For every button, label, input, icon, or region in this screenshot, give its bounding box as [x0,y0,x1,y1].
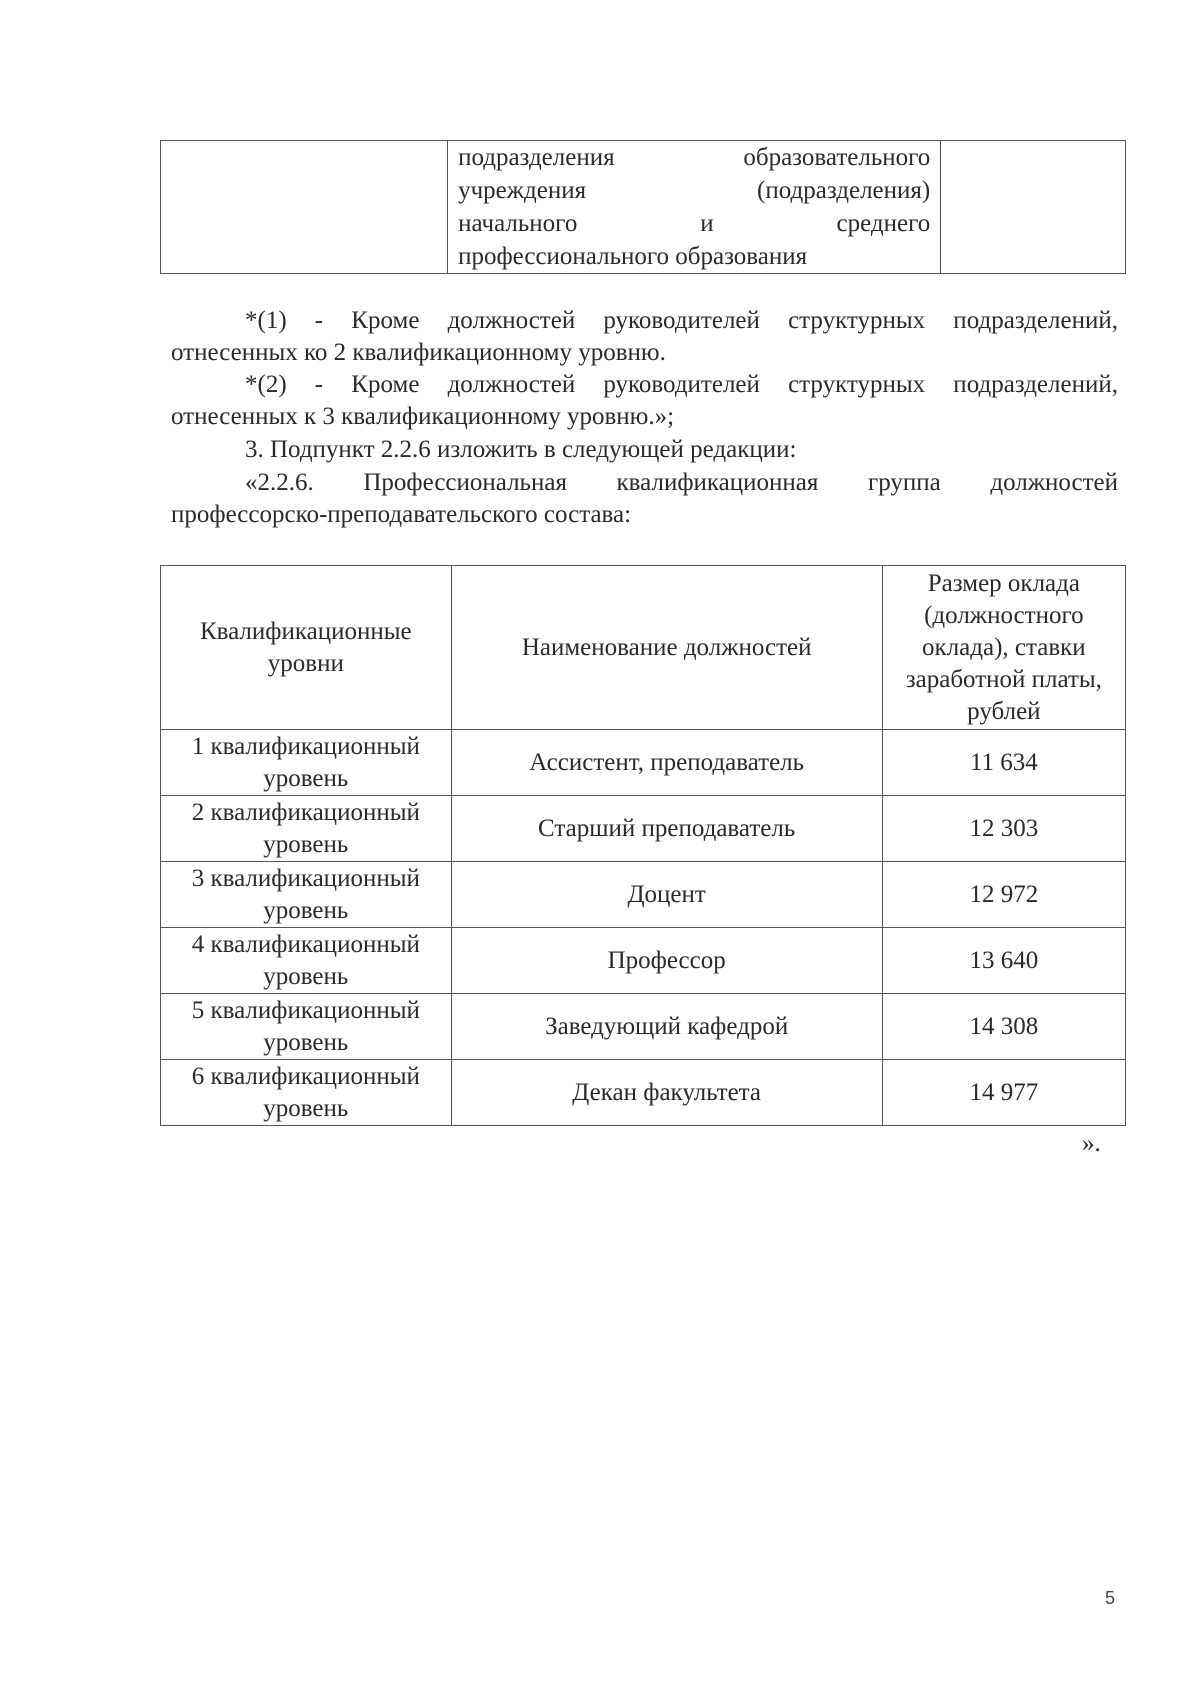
table-row [161,994,1126,1060]
position-cell: Старший преподаватель [451,796,882,862]
level-cell: 2 квалификационный уровень [161,796,452,862]
clause-2-2-6 [171,467,1118,531]
qualification-table [160,565,1126,1126]
position-cell: Профессор [451,928,882,994]
table-header-row [161,566,1126,730]
level-cell: 3 квалификационный уровень [161,862,452,928]
level-cell: 5 квалификационный уровень [161,994,452,1060]
closing-quote: ». [1082,1130,1101,1157]
clause-line-1: «2.2.6. Профессиональная квалификационная группа должностей [245,469,1118,496]
position-cell: Декан факультета [451,1060,882,1126]
salary-cell: 12 972 [882,862,1125,928]
table-row [161,928,1126,994]
level-cell: 4 квалификационный уровень [161,928,452,994]
table-row [161,1060,1126,1126]
position-cell: Ассистент, преподаватель [451,730,882,796]
salary-cell: 14 977 [882,1060,1125,1126]
table-row [161,730,1126,796]
salary-cell: 11 634 [882,730,1125,796]
header-position-names: Наименование должностей [451,566,882,730]
footnote-1 [171,305,1118,369]
page-number: 5 [1105,1588,1116,1608]
position-cell: Доцент [451,862,882,928]
item-3-paragraph [171,434,1118,466]
header-qualification-levels: Квалификационные уровни [161,566,452,730]
header-salary: Размер оклада (должностного оклада), ставки заработной платы, рублей [882,566,1125,730]
continuation-cell-text [448,141,941,274]
level-cell: 6 квалификационный уровень [161,1060,452,1126]
footnote-2-line-1: *(2) - Кроме должностей руководителей структурных подразделений, [245,371,1118,398]
continuation-line: учреждения (подразделения) [458,177,931,204]
table-row [161,796,1126,862]
item-3-text: 3. Подпункт 2.2.6 изложить в следующей редакции: [245,436,797,463]
continuation-line: подразделения образовательного [458,144,931,171]
level-cell: 1 квалификационный уровень [161,730,452,796]
footnote-2-line-2: отнесенных к 3 квалификационному уровню.»; [171,403,675,430]
salary-cell: 12 303 [882,796,1125,862]
clause-line-2: профессорско-преподавательского состава: [171,501,632,528]
salary-cell: 14 308 [882,994,1125,1060]
footnote-1-line-2: отнесенных ко 2 квалификационному уровню. [171,339,666,366]
footnote-1-line-1: *(1) - Кроме должностей руководителей структурных подразделений, [245,307,1118,334]
footnote-2 [171,369,1118,433]
continuation-cell-empty-right [941,141,1126,274]
salary-cell: 13 640 [882,928,1125,994]
continuation-line: начального и среднего [458,210,931,237]
table-row [161,862,1126,928]
continuation-cell-empty-left [161,141,448,274]
continuation-table [160,140,1126,274]
position-cell: Заведующий кафедрой [451,994,882,1060]
continuation-line: профессионального образования [458,243,808,270]
